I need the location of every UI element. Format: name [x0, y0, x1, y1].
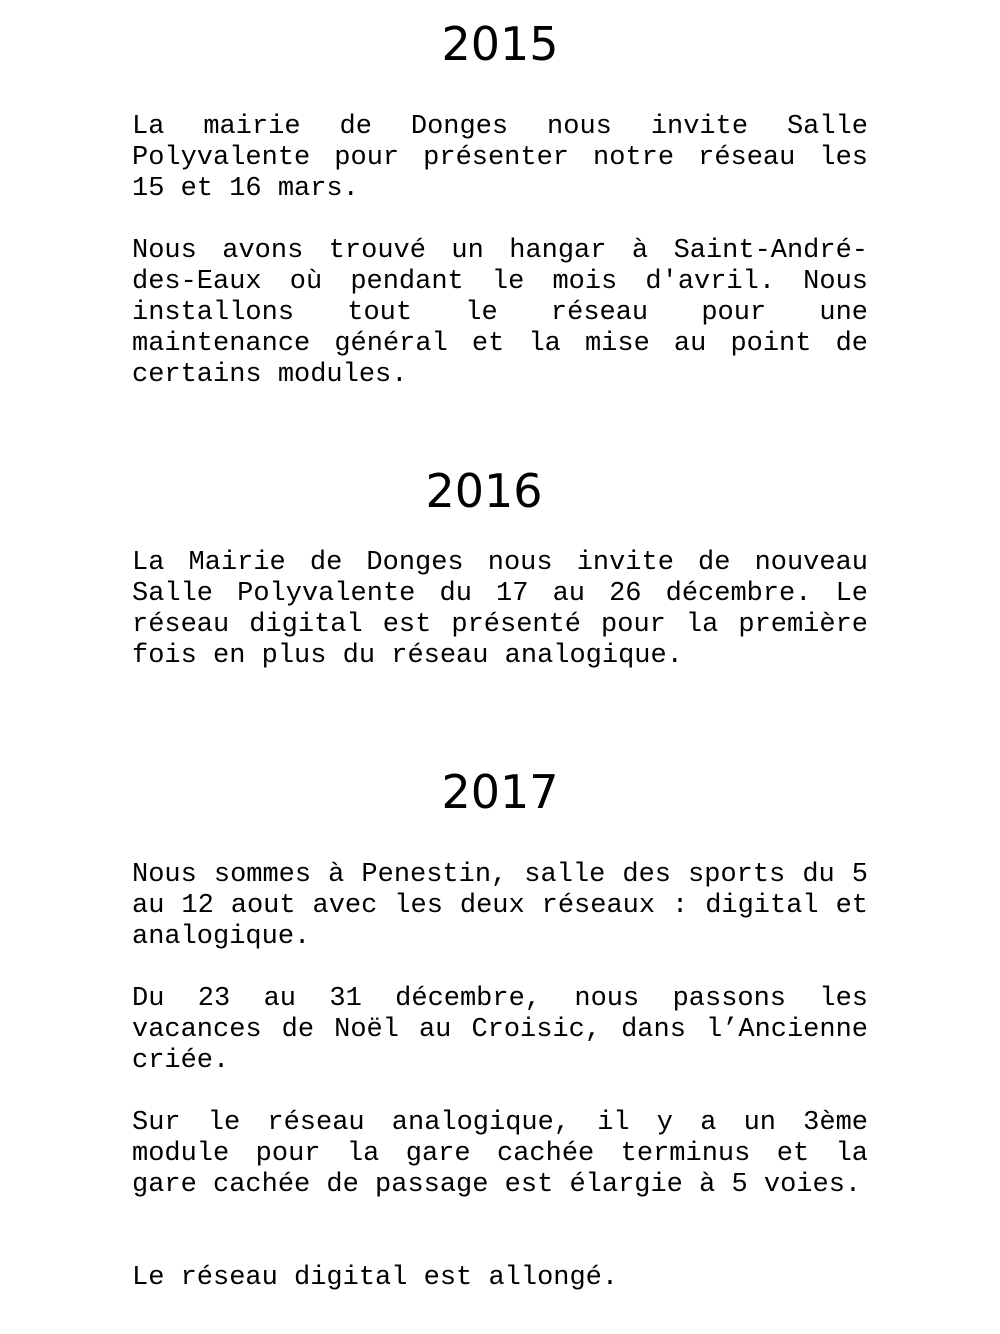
paragraph-2016-mairie: La Mairie de Donges nous invite de nouveau Salle Polyvalente du 17 au 26 décembre. Le réseau digital est présenté pour la première fois en plus du réseau analogique.	[132, 548, 868, 671]
year-heading-2017: 2017	[441, 765, 559, 819]
paragraph-2015-salle-polyvalente: La mairie de Donges nous invite Salle Polyvalente pour présenter notre réseau les 15 et 16 mars.	[132, 112, 868, 204]
paragraph-2017-penestin: Nous sommes à Penestin, salle des sports du 5 au 12 aout avec les deux réseaux : digital et analogique.	[132, 860, 868, 952]
year-heading-2016: 2016	[425, 464, 543, 518]
paragraph-2017-croisic: Du 23 au 31 décembre, nous passons les vacances de Noël au Croisic, dans l’Ancienne criée.	[132, 984, 868, 1076]
paragraph-2017-reseau-analogique: Sur le réseau analogique, il y a un 3ème module pour la gare cachée terminus et la gare cachée de passage est élargie à 5 voies.	[132, 1108, 868, 1200]
year-heading-2015: 2015	[441, 17, 559, 71]
paragraph-2017-reseau-digital: Le réseau digital est allongé.	[132, 1263, 619, 1293]
paragraph-2015-hangar: Nous avons trouvé un hangar à Saint-André-des-Eaux où pendant le mois d'avril. Nous installons tout le réseau pour une maintenance général et la mise au point de certains modules.	[132, 236, 868, 390]
